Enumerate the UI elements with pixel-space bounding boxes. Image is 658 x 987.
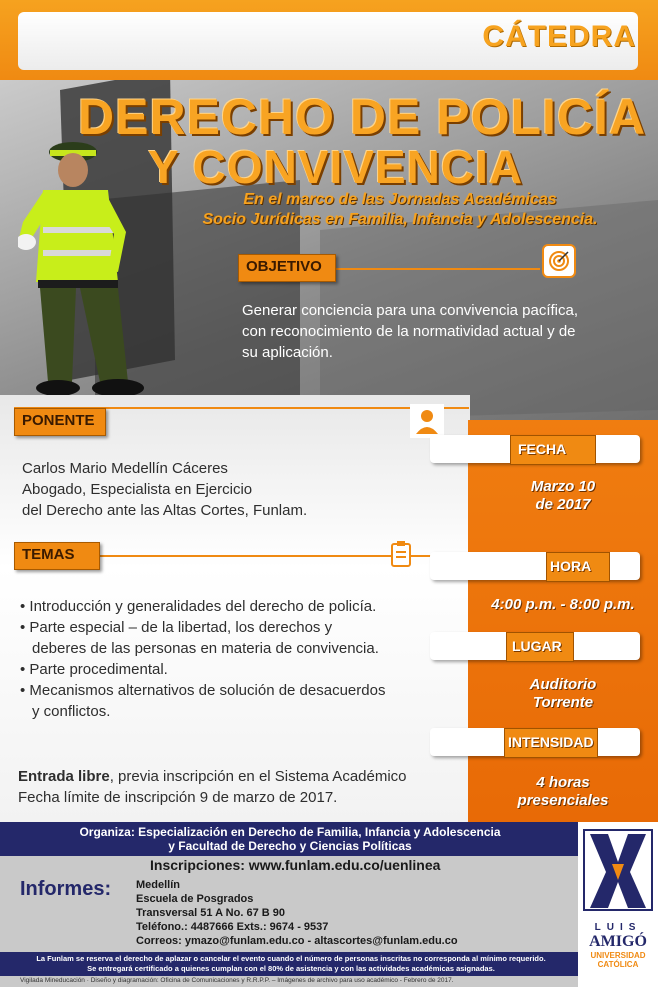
logo-text-luis: LUIS: [594, 922, 642, 933]
organiza-text: Organiza: Especialización en Derecho de Familia, Infancia y Adolescencia y Facultad de Derecho y Ciencias Políticas: [79, 825, 501, 853]
objetivo-line-2: con reconocimiento de la normatividad actual y de: [242, 323, 576, 340]
target-icon: [542, 244, 576, 278]
subtitle-line-1: En el marco de las Jornadas Académicas: [243, 191, 557, 208]
catedra-label: CÁTEDRA: [482, 20, 636, 53]
title-line-1: DERECHO DE POLICÍA: [78, 89, 647, 145]
ponente-title: Abogado, Especialista en Ejercicio: [22, 481, 253, 498]
lugar-label: LUGAR: [512, 638, 562, 654]
objetivo-line-3: su aplicación.: [242, 344, 333, 361]
ponente-text: [22, 458, 422, 521]
luis-amigo-logo: [578, 822, 658, 987]
logo-text-universidad: UNIVERSIDAD: [590, 951, 646, 960]
objetivo-line-1: Generar conciencia para una convivencia pacífica,: [242, 302, 579, 319]
objetivo-label: OBJETIVO: [246, 258, 322, 275]
intensidad-label: INTENSIDAD: [508, 734, 594, 750]
credits-text: Vigilada Mineducación · Diseño y diagramación: Oficina de Comunicaciones y R.R.P.P. – Imágenes de archivo para uso académico - Febrero de 2017.: [20, 977, 454, 984]
fecha-value: Marzo 10 de 2017: [530, 478, 596, 513]
inscripciones-link[interactable]: Inscripciones: www.funlam.edu.co/uenlinea: [150, 857, 441, 873]
subtitle-line-2: Socio Jurídicas en Familia, Infancia y Adolescencia.: [202, 211, 598, 228]
intensidad-value: 4 horas presenciales: [517, 774, 609, 809]
temas-item: • Parte procedimental.: [20, 661, 168, 678]
logo-mark-icon: [578, 822, 658, 917]
temas-label: TEMAS: [22, 546, 75, 563]
informes-label: Informes:: [20, 878, 112, 900]
temas-item-continuation: deberes de las personas en materia de convivencia.: [32, 640, 379, 657]
logo-text-catolica: CATÓLICA: [597, 960, 639, 969]
temas-item: • Mecanismos alternativos de solución de desacuerdos: [20, 682, 386, 699]
title-line-2: Y CONVIVENCIA: [148, 141, 524, 193]
logo-text-amigo: AMIGÓ: [589, 933, 647, 950]
fecha-label: FECHA: [518, 441, 567, 457]
police-officer-illustration: [18, 132, 168, 402]
informes-details: Medellín Escuela de Posgrados Transversal 51 A No. 67 B 90 Teléfono.: 4487666 Exts.: 9674 - 9537 Correos: ymazo@funlam.edu.co - altascortes@funlam.edu.co: [136, 879, 458, 947]
entrada-bold: Entrada libre: [18, 768, 110, 785]
person-icon: [410, 404, 444, 438]
entrada-text: [18, 766, 458, 808]
disclaimer-text: La Funlam se reserva el derecho de aplazar o cancelar el evento cuando el número de personas inscritas no corresponda al mínimo requerido. Se entregará certificado a quienes cumplan con el 80% de asistencia y con las actividades académicas asignadas.: [36, 954, 546, 973]
ponente-label: PONENTE: [22, 412, 95, 429]
ponente-affiliation: del Derecho ante las Altas Cortes, Funlam.: [22, 502, 308, 519]
objetivo-text: [242, 300, 632, 363]
entrada-deadline: Fecha límite de inscripción 9 de marzo de 2017.: [18, 789, 338, 806]
temas-item: • Parte especial – de la libertad, los derechos y: [20, 619, 333, 636]
lugar-value: Auditorio Torrente: [529, 676, 597, 711]
hora-label: HORA: [550, 558, 592, 574]
temas-item-continuation: y conflictos.: [32, 703, 111, 720]
subtitle: [170, 190, 630, 230]
temas-list: [20, 596, 450, 722]
ponente-name: Carlos Mario Medellín Cáceres: [22, 460, 228, 477]
temas-item: • Introducción y generalidades del derecho de policía.: [20, 598, 377, 615]
hora-value: 4:00 p.m. - 8:00 p.m.: [491, 596, 635, 613]
contact-emails[interactable]: Correos: ymazo@funlam.edu.co - altascortes@funlam.edu.co: [136, 935, 458, 947]
clipboard-icon: [388, 540, 414, 568]
entrada-rest: , previa inscripción en el Sistema Académico: [109, 768, 407, 785]
